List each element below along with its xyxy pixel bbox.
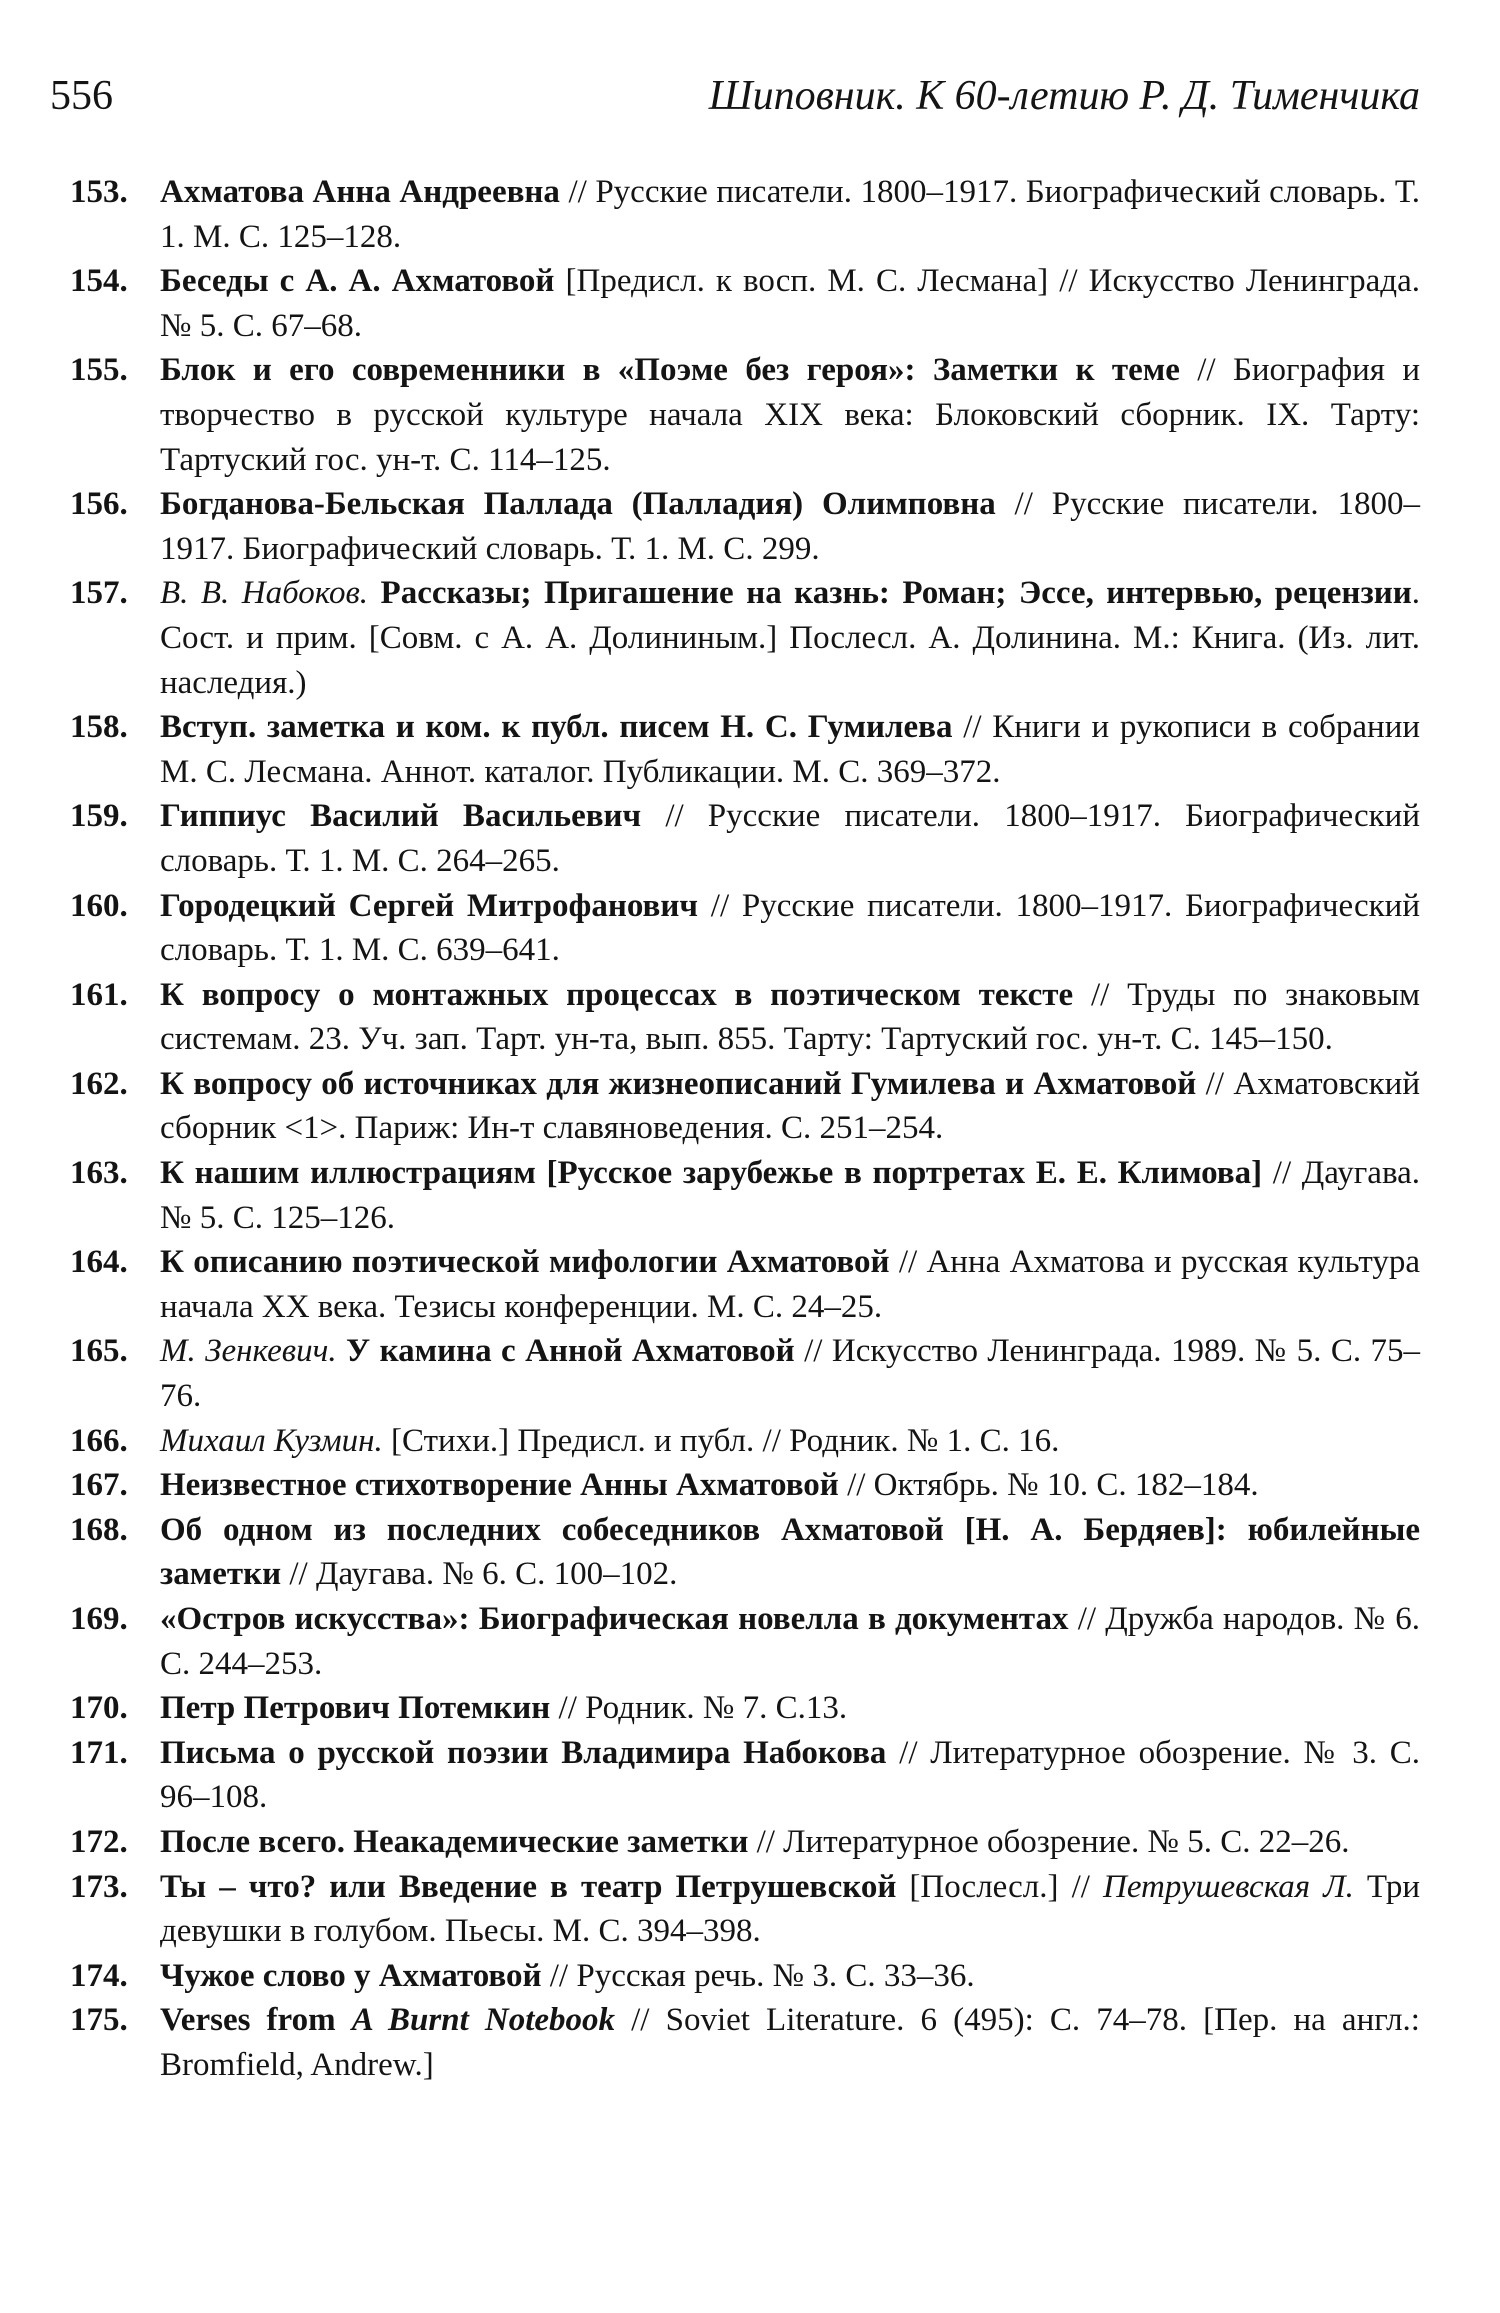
bibliography-entry (70, 1998, 1420, 2087)
bibliography-entry (70, 1508, 1420, 1597)
entry-title: Verses from (160, 2002, 352, 2039)
entry-details: // Даугава. № 6. С. 100–102. (281, 1556, 678, 1593)
bibliography-entry (70, 1062, 1420, 1151)
entry-number: 156. (70, 486, 128, 523)
entry-details: [Предисл. к восп. М. С. Лесмана] // Искусство Ленинграда. № 5. С. 67–68. (160, 263, 1420, 344)
entry-title: Неизвестное стихотворение Анны Ахматовой (160, 1467, 839, 1504)
entry-title: Чужое слово у Ахматовой (160, 1957, 542, 1994)
bibliography-entry (70, 1686, 1420, 1731)
entry-details: // Русские писатели. 1800–1917. Биографический словарь. Т. 1. М. С. 264–265. (160, 798, 1420, 879)
bibliography-entry (70, 1151, 1420, 1240)
bibliography-entry (70, 1597, 1420, 1686)
entry-details: // Литературное обозрение. № 3. С. 96–108. (160, 1734, 1420, 1816)
bibliography-entry (70, 1731, 1420, 1820)
entry-title: У камина с Анной Ахматовой (336, 1333, 795, 1370)
entry-details: [Послесл.] // (896, 1868, 1104, 1905)
bibliography-entry (70, 571, 1420, 705)
entry-author: В. В. Набоков. (160, 575, 369, 612)
bibliography-entry (70, 1463, 1420, 1508)
bibliography-entry (70, 973, 1420, 1062)
entry-title: Об одном из последних собеседников Ахматовой [Н. А. Бердяев]: юбилейные заметки (160, 1511, 1420, 1593)
bibliography-entry (70, 1329, 1420, 1418)
entry-number: 175. (70, 2002, 128, 2039)
entry-details: [Стихи.] Предисл. и публ. // Родник. № 1. С. 16. (382, 1422, 1060, 1459)
entry-details: // Русская речь. № 3. С. 33–36. (541, 1957, 975, 1994)
entry-author: Михаил Кузмин. (160, 1422, 383, 1459)
bibliography-entry (70, 884, 1420, 973)
entry-details: // Труды по знаковым системам. 23. Уч. зап. Тарт. ун-та, вып. 855. Тарту: Тартуский гос. ун-т. С. 145–150. (160, 976, 1420, 1058)
bibliography-entry (70, 705, 1420, 794)
entry-title: Блок и его современники в «Поэме без героя»: Заметки к теме (160, 352, 1180, 389)
page-number: 556 (50, 73, 113, 119)
entry-details: // Литературное обозрение. № 5. С. 22–26. (748, 1823, 1350, 1860)
entry-title: Ты – что? или Введение в театр Петрушевской (160, 1868, 897, 1905)
entry-number: 160. (70, 887, 128, 924)
entry-title: Вступ. заметка и ком. к публ. писем Н. С. Гумилева (160, 709, 953, 746)
entry-number: 171. (70, 1734, 128, 1771)
running-title: Шиповник. К 60-летию Р. Д. Тименчика (708, 73, 1420, 119)
bibliography-entry (70, 794, 1420, 883)
bibliography-entry (70, 348, 1420, 482)
entry-number: 158. (70, 709, 128, 746)
entry-title: К описанию поэтической мифологии Ахматовой (160, 1244, 890, 1281)
bibliography-list (70, 170, 1420, 2088)
entry-number: 165. (70, 1333, 128, 1370)
entry-title: Письма о русской поэзии Владимира Набокова (160, 1734, 887, 1771)
entry-details: // Анна Ахматова и русская культура начала XX века. Тезисы конференции. М. С. 24–25. (160, 1244, 1420, 1325)
entry-details: . Сост. и прим. [Совм. с А. А. Долининым.] Послесл. А. Долинина. М.: Книга. (Из. лит. наследия.) (160, 575, 1420, 701)
entry-details: // Русские писатели. 1800–1917. Биографический словарь. Т. 1. М. С. 299. (160, 486, 1420, 567)
entry-title: Рассказы; Пригашение на казнь: Роман; Эссе, интервью, рецензии (368, 575, 1412, 612)
entry-number: 155. (70, 352, 128, 389)
entry-number: 159. (70, 798, 128, 835)
entry-number: 169. (70, 1601, 128, 1637)
entry-title: К вопросу о монтажных процессах в поэтическом тексте (160, 976, 1074, 1013)
entry-number: 164. (70, 1244, 128, 1281)
entry-details: // Дружба народов. № 6. С. 244–253. (160, 1601, 1420, 1682)
entry-details: // Даугава. № 5. С. 125–126. (160, 1155, 1420, 1236)
entry-number: 173. (70, 1868, 128, 1905)
entry-author: М. Зенкевич. (160, 1333, 337, 1370)
entry-title: Гиппиус Василий Васильевич (160, 798, 642, 835)
entry-details: // Октябрь. № 10. С. 182–184. (838, 1467, 1259, 1504)
entry-number: 163. (70, 1155, 128, 1192)
page-header (50, 60, 1420, 130)
entry-details: // Русские писатели. 1800–1917. Биографический словарь. Т. 1. М. С. 125–128. (160, 174, 1420, 255)
entry-details: // Родник. № 7. С.13. (550, 1690, 848, 1727)
entry-details: // Soviet Literature. 6 (495): С. 74–78. [Пер. на англ.: Bromfield, Andrew.] (160, 2002, 1420, 2083)
entry-number: 174. (70, 1957, 128, 1994)
entry-number: 170. (70, 1690, 128, 1727)
entry-number: 153. (70, 174, 128, 210)
entry-title: После всего. Неакадемические заметки (160, 1823, 749, 1860)
bibliography-entry (70, 1419, 1420, 1464)
entry-title: Ахматова Анна Андреевна (160, 174, 560, 210)
entry-number: 172. (70, 1823, 128, 1860)
entry-number: 157. (70, 575, 128, 612)
bibliography-entry (70, 170, 1420, 259)
entry-title-italic: A Burnt Notebook (351, 2002, 616, 2039)
bibliography-entry (70, 1820, 1420, 1865)
entry-number: 166. (70, 1422, 128, 1459)
bibliography-entry (70, 1865, 1420, 1954)
entry-details: // Биография и творчество в русской культуре начала XIX века: Блоковский сборник. IX. Тарту: Тартуский гос. ун-т. С. 114–125. (160, 352, 1421, 478)
entry-number: 161. (70, 976, 128, 1013)
entry-title: Богданова-Бельская Паллада (Палладия) Олимповна (160, 486, 996, 523)
entry-title: К вопросу об источниках для жизнеописаний Гумилева и Ахматовой (160, 1065, 1197, 1102)
entry-details: // Русские писатели. 1800–1917. Биографический словарь. Т. 1. М. С. 639–641. (160, 887, 1420, 969)
bibliography-entry (70, 1240, 1420, 1329)
entry-title: Петр Петрович Потемкин (160, 1690, 551, 1727)
entry-details: // Книги и рукописи в собрании М. С. Лесмана. Аннот. каталог. Публикации. М. С. 369–372. (160, 709, 1421, 790)
entry-number: 168. (70, 1511, 128, 1548)
entry-author-ref: Петрушевская Л. (1103, 1868, 1354, 1905)
entry-details-tail: Три девушки в голубом. Пьесы. М. С. 394–398. (160, 1868, 1420, 1950)
bibliography-entry (70, 1954, 1420, 1999)
entry-title: Беседы с А. А. Ахматовой (160, 263, 555, 300)
bibliography-entry (70, 482, 1420, 571)
entry-number: 154. (70, 263, 128, 300)
entry-number: 167. (70, 1467, 128, 1504)
entry-number: 162. (70, 1065, 128, 1102)
bibliography-entry (70, 259, 1420, 348)
entry-title: Городецкий Сергей Митрофанович (160, 887, 698, 924)
entry-title: «Остров искусства»: Биографическая новелла в документах (160, 1601, 1069, 1637)
entry-details: // Ахматовский сборник <1>. Париж: Ин-т славяноведения. С. 251–254. (160, 1065, 1420, 1147)
entry-details: // Искусство Ленинграда. 1989. № 5. С. 75–76. (160, 1333, 1420, 1415)
entry-title: К нашим иллюстрациям [Русское зарубежье в портретах Е. Е. Климова] (160, 1155, 1263, 1192)
